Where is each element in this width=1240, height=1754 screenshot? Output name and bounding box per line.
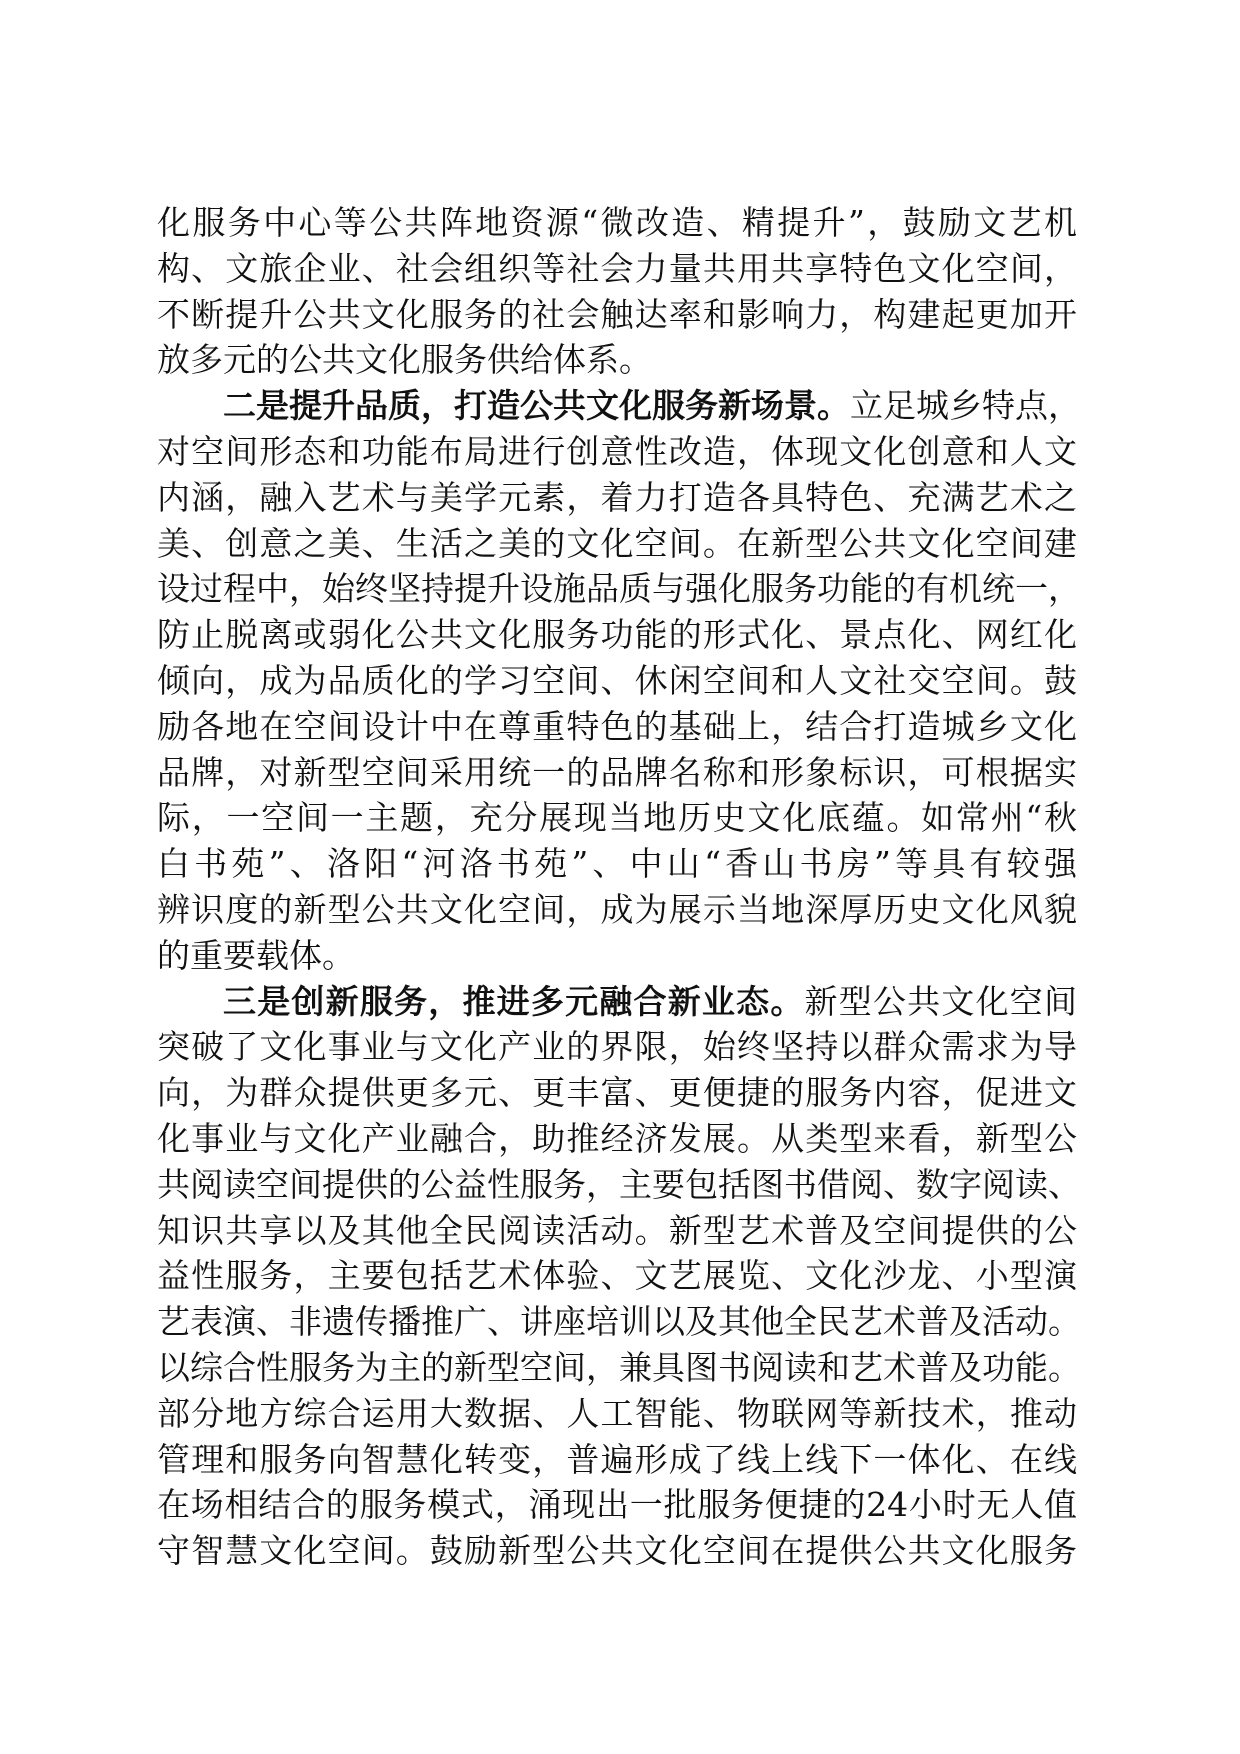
text-line: 白书苑”、洛阳“河洛书苑”、中山“香山书房”等具有较强 bbox=[157, 844, 1077, 884]
text-line: 内涵，融入艺术与美学元素，着力打造各具特色、充满艺术之 bbox=[157, 477, 1077, 517]
text-line: 益性服务，主要包括艺术体验、文艺展览、文化沙龙、小型演 bbox=[157, 1256, 1077, 1296]
text-line: 部分地方综合运用大数据、人工智能、物联网等新技术，推动 bbox=[157, 1393, 1077, 1433]
text-line: 际，一空间一主题，充分展现当地历史文化底蕴。如常州“秋 bbox=[157, 798, 1077, 838]
text-line: 突破了文化事业与文化产业的界限，始终坚持以群众需求为导 bbox=[157, 1027, 1077, 1067]
text-line: 品牌，对新型空间采用统一的品牌名称和形象标识，可根据实 bbox=[157, 752, 1077, 792]
text-line: 不断提升公共文化服务的社会触达率和影响力，构建起更加开 bbox=[157, 294, 1077, 334]
text-run: 立足城乡特点， bbox=[850, 386, 1081, 426]
text-line: 知识共享以及其他全民阅读活动。新型艺术普及空间提供的公 bbox=[157, 1210, 1077, 1250]
text-line: 倾向，成为品质化的学习空间、休闲空间和人文社交空间。鼓 bbox=[157, 660, 1077, 700]
text-line: 化服务中心等公共阵地资源“微改造、精提升”，鼓励文艺机 bbox=[157, 203, 1077, 242]
text-line: 励各地在空间设计中在尊重特色的基础上，结合打造城乡文化 bbox=[157, 706, 1077, 746]
section-heading: 三是创新服务，推进多元融合新业态。 bbox=[223, 981, 805, 1021]
text-line: 设过程中，始终坚持提升设施品质与强化服务功能的有机统一， bbox=[157, 569, 1081, 609]
section-heading: 二是提升品质，打造公共文化服务新场景。 bbox=[223, 386, 850, 426]
text-line: 美、创意之美、生活之美的文化空间。在新型公共文化空间建 bbox=[157, 523, 1077, 563]
text-line: 艺表演、非遗传播推广、讲座培训以及其他全民艺术普及活动。 bbox=[157, 1302, 1081, 1342]
paragraph-first-line bbox=[157, 979, 1077, 1025]
text-line: 向，为群众提供更多元、更丰富、更便捷的服务内容，促进文 bbox=[157, 1073, 1077, 1113]
text-run: 新型公共文化空间 bbox=[804, 981, 1078, 1021]
text-line: 共阅读空间提供的公益性服务，主要包括图书借阅、数字阅读、 bbox=[157, 1164, 1081, 1204]
text-line: 辨识度的新型公共文化空间，成为展示当地深厚历史文化风貌 bbox=[157, 889, 1077, 929]
text-line: 守智慧文化空间。鼓励新型公共文化空间在提供公共文化服务 bbox=[157, 1531, 1077, 1571]
text-line: 化事业与文化产业融合，助推经济发展。从类型来看，新型公 bbox=[157, 1118, 1077, 1158]
text-line: 在场相结合的服务模式，涌现出一批服务便捷的24小时无人值 bbox=[157, 1485, 1077, 1525]
body-text bbox=[157, 200, 1081, 1574]
text-line: 管理和服务向智慧化转变，普遍形成了线上线下一体化、在线 bbox=[157, 1439, 1077, 1479]
text-line: 的重要载体。 bbox=[157, 935, 355, 975]
text-line: 放多元的公共文化服务供给体系。 bbox=[157, 340, 652, 380]
text-line: 对空间形态和功能布局进行创意性改造，体现文化创意和人文 bbox=[157, 431, 1077, 471]
text-line: 构、文旅企业、社会组织等社会力量共用共享特色文化空间， bbox=[157, 248, 1077, 288]
text-line: 以综合性服务为主的新型空间，兼具图书阅读和艺术普及功能。 bbox=[157, 1347, 1081, 1387]
text-line: 防止脱离或弱化公共文化服务功能的形式化、景点化、网红化 bbox=[157, 615, 1077, 655]
paragraph-first-line bbox=[157, 383, 1081, 429]
